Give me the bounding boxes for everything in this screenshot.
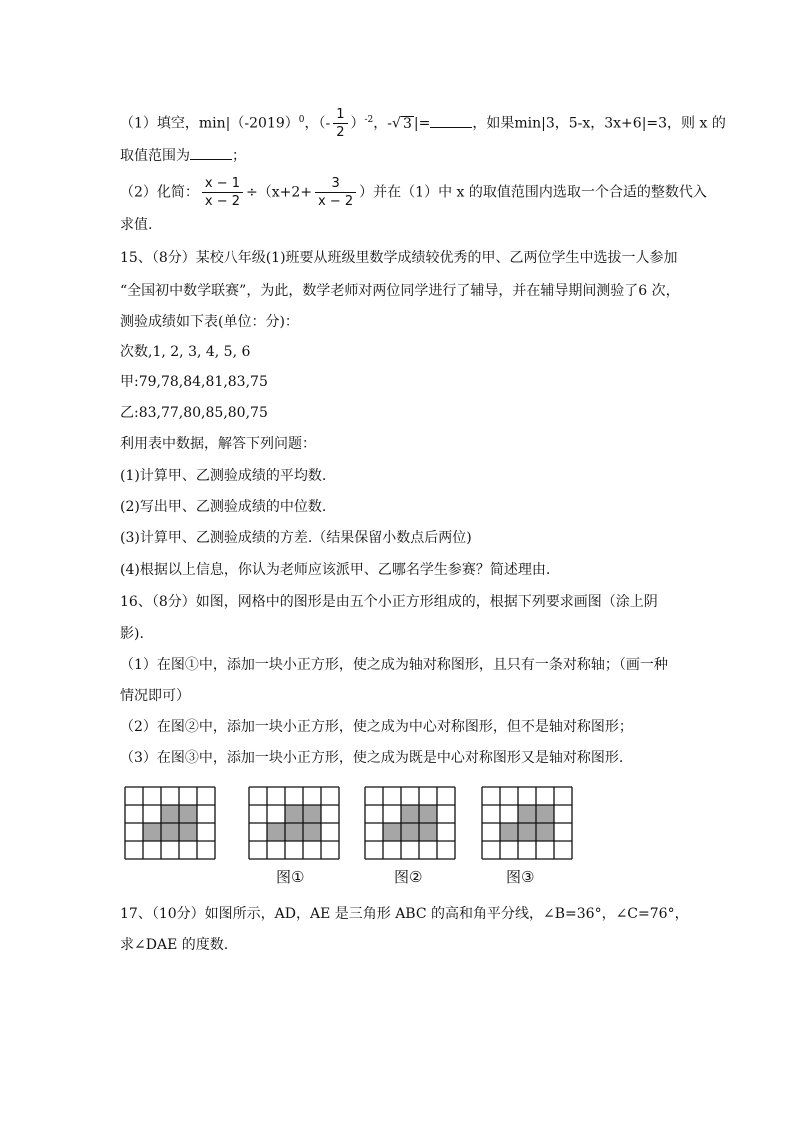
shaded-square <box>419 805 437 823</box>
q14-p1-prefix: （1）填空，min|（-2019） <box>120 115 299 132</box>
q16-line-1: 影). <box>120 626 144 642</box>
q14-p1-exponent-neg2: -2 <box>364 114 374 125</box>
grid-figure-1 <box>124 786 216 860</box>
shaded-square <box>536 805 554 823</box>
shaded-square <box>161 823 179 841</box>
shaded-square <box>285 805 303 823</box>
q14-p2-fraction-1 <box>202 175 243 210</box>
answer-blank <box>190 145 232 160</box>
q14-p1-mid4: |= <box>413 115 431 132</box>
q15-sub-3: (3)计算甲、乙测验成绩的方差.（结果保留小数点后两位) <box>120 530 472 546</box>
q15-line-1: “全国初中数学联赛”，为此，数学老师对两位同学进行了辅导，并在辅导期间测验了6 次， <box>120 283 680 299</box>
q14-p2-fraction-2 <box>315 175 356 210</box>
caption-figure-1: 图① <box>276 868 305 886</box>
q15-table-row-jia: 甲:79,78,84,81,83,75 <box>120 374 268 390</box>
fraction-numerator: 1 <box>333 106 347 124</box>
q14-p2-suffix: ）并在（1）中 x 的取值范围内选取一个合适的整数代入 <box>359 184 707 201</box>
q14-p1-fraction-one-half <box>333 106 347 141</box>
q14-part1-line2 <box>120 145 246 166</box>
shaded-square <box>500 823 518 841</box>
q14-part2-line1 <box>120 175 707 210</box>
grid-figure-2 <box>248 786 340 860</box>
shaded-square <box>383 823 401 841</box>
shaded-square <box>161 805 179 823</box>
q15-table-row-yi: 乙:83,77,80,85,80,75 <box>120 405 268 421</box>
q15-sub-4: (4)根据以上信息，你认为老师应该派甲、乙哪名学生参赛？简述理由. <box>120 562 551 578</box>
fraction-denominator: x − 2 <box>318 194 354 209</box>
shaded-square <box>285 823 303 841</box>
fraction-denominator: x − 2 <box>204 194 241 209</box>
shaded-square <box>401 823 419 841</box>
q15-table-header: 次数,1, 2, 3, 4, 5, 6 <box>120 344 251 360</box>
q14-p1-line2-end: ； <box>232 148 246 164</box>
fraction-numerator: x − 1 <box>202 175 243 193</box>
shaded-square <box>143 823 161 841</box>
q15-sub-2: (2)写出甲、乙测验成绩的中位数. <box>120 499 327 515</box>
shaded-square <box>179 823 197 841</box>
grid-figure-3 <box>364 786 456 860</box>
q15-line-0: 15、（8分）某校八年级(1)班要从班级里数学成绩较优秀的甲、乙两位学生中选拔一人参加 <box>120 250 678 266</box>
radical-sign: √ <box>392 115 401 132</box>
shaded-square <box>419 823 437 841</box>
q14-p2-prefix: （2）化简： <box>120 184 199 201</box>
q16-line-2: （1）在图①中，添加一块小正方形，使之成为轴对称图形，且只有一条对称轴；（画一种 <box>120 657 668 673</box>
q14-p1-mid1: ，（- <box>304 115 331 132</box>
q14-p2-mid: ÷（x+2+ <box>246 184 313 201</box>
q16-line-0: 16、（8分）如图，网格中的图形是由五个小正方形组成的，根据下列要求画图（涂上阴 <box>120 594 658 610</box>
q17-line-0: 17、（10分）如图所示，AD，AE 是三角形 ABC 的高和角平分线，∠B=36°，∠C=76°， <box>120 906 689 922</box>
shaded-square <box>179 805 197 823</box>
shaded-square <box>303 823 321 841</box>
q15-line-2: 测验成绩如下表(单位：分)： <box>120 314 299 330</box>
q14-p1-after-blank: ，如果min|3，5-x，3x+6|=3，则 x 的 <box>472 115 726 132</box>
shaded-square <box>267 823 285 841</box>
shaded-square <box>401 805 419 823</box>
q16-line-4: （2）在图②中，添加一块小正方形，使之成为中心对称图形，但不是轴对称图形； <box>120 719 633 735</box>
q17-line-1: 求∠DAE 的度数. <box>120 937 229 953</box>
q14-part2-line2: 求值. <box>120 217 153 233</box>
fraction-numerator: 3 <box>315 175 356 193</box>
caption-figure-2: 图② <box>394 868 423 886</box>
q14-p1-line2-text: 取值范围为 <box>120 148 190 164</box>
fraction-denominator: 2 <box>336 125 345 140</box>
grid-figure-4 <box>481 786 573 860</box>
q16-line-3: 情况即可） <box>120 688 190 704</box>
shaded-square <box>303 805 321 823</box>
sqrt-radicand: 3 <box>402 115 412 132</box>
q14-p1-mid3: ，- <box>373 115 393 132</box>
shaded-square <box>518 805 536 823</box>
q14-part1-line1 <box>120 106 726 141</box>
shaded-square <box>518 823 536 841</box>
shaded-square <box>536 823 554 841</box>
q14-p1-mid2: ） <box>350 115 365 132</box>
q14-p1-exponent-zero: 0 <box>298 114 305 125</box>
answer-blank <box>430 113 472 128</box>
q16-line-5: （3）在图③中，添加一块小正方形，使之成为既是中心对称图形又是轴对称图形. <box>120 750 624 766</box>
caption-figure-3: 图③ <box>506 868 535 886</box>
q15-line-6: 利用表中数据，解答下列问题： <box>120 436 316 452</box>
q15-sub-1: (1)计算甲、乙测验成绩的平均数. <box>120 468 327 484</box>
